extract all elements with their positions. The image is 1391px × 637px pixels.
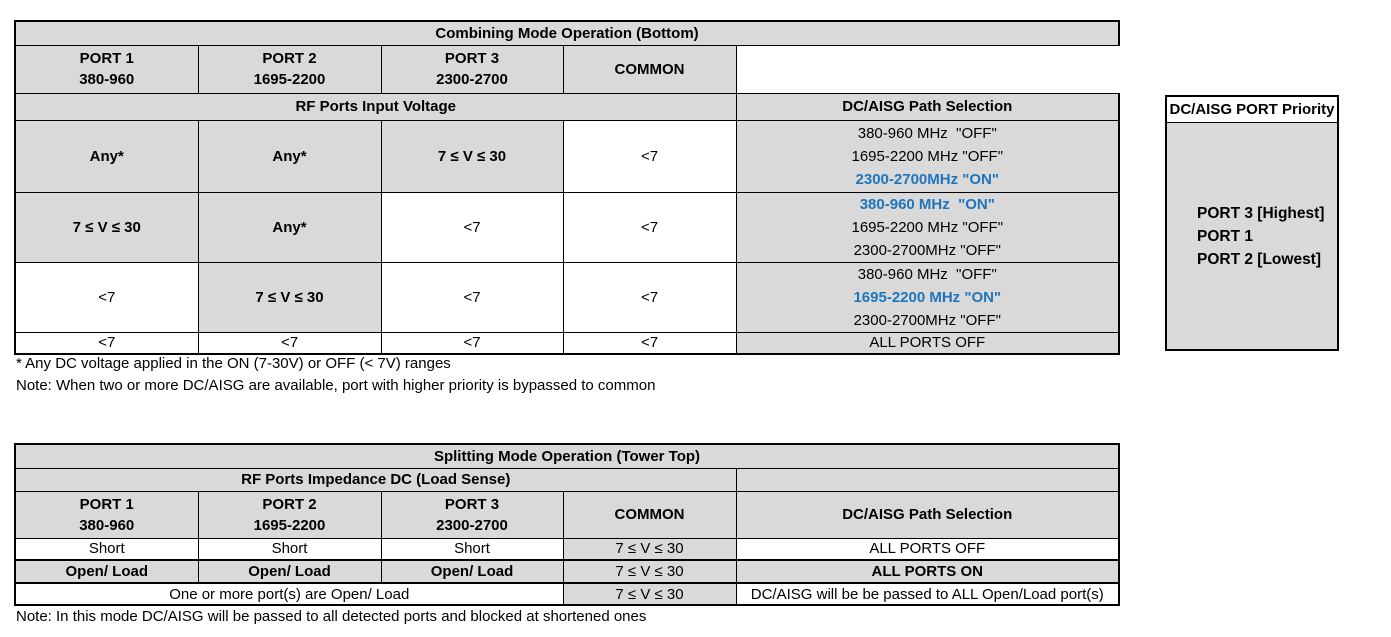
combining-r3-port3: <7: [381, 262, 563, 332]
splitting-r2-common: 7 ≤ V ≤ 30: [563, 560, 736, 583]
splitting-mode-table: [14, 443, 1120, 606]
combining-path-selection-header: DC/AISG Path Selection: [736, 93, 1119, 120]
combining-r4-port1: <7: [15, 332, 198, 354]
port3-name: PORT 3: [444, 50, 500, 67]
combining-r4-common: <7: [563, 332, 736, 354]
splitting-r3-common: 7 ≤ V ≤ 30: [563, 583, 736, 605]
splitting-port2-header: [198, 491, 381, 538]
path-line-2300-off: 2300-2700MHz "OFF": [853, 311, 1001, 329]
port2-name: PORT 2: [262, 495, 317, 513]
port2-range: 1695-2200: [253, 71, 326, 88]
combining-r1-port2: Any*: [198, 120, 381, 192]
port-priority-table: [1165, 95, 1339, 351]
splitting-port3-header: [381, 491, 563, 538]
combining-r3-common: <7: [563, 262, 736, 332]
port1-name: PORT 1: [79, 50, 134, 67]
combining-r2-path: [736, 192, 1119, 262]
splitting-r1-port3: Short: [381, 538, 563, 560]
splitting-table-title: Splitting Mode Operation (Tower Top): [15, 444, 1119, 468]
path-line-1695-off: 1695-2200 MHz "OFF": [851, 147, 1004, 165]
combining-r1-port1: Any*: [15, 120, 198, 192]
port3-range: 2300-2700: [436, 516, 508, 534]
port-priority-title: DC/AISG PORT Priority: [1167, 97, 1337, 123]
port-priority-body: [1167, 123, 1337, 349]
splitting-r3-span: One or more port(s) are Open/ Load: [15, 583, 563, 605]
path-line-380-off: 380-960 MHz "OFF": [857, 265, 997, 283]
combining-footnote: * Any DC voltage applied in the ON (7-30V) or OFF (< 7V) ranges: [16, 355, 451, 372]
combining-r3-port1: <7: [15, 262, 198, 332]
impedance-header: RF Ports Impedance DC (Load Sense): [15, 468, 736, 491]
combining-port3-header: [381, 45, 563, 93]
port2-range: 1695-2200: [253, 516, 326, 534]
splitting-r3-path: DC/AISG will be be passed to ALL Open/Load port(s): [736, 583, 1119, 605]
path-line-1695-on: 1695-2200 MHz "ON": [853, 288, 1002, 306]
combining-r1-path: [736, 120, 1119, 192]
combining-mode-table: [14, 20, 1120, 355]
path-line-2300-on: 2300-2700MHz "ON": [855, 170, 999, 188]
port2-name: PORT 2: [262, 50, 317, 67]
combining-r3-path: [736, 262, 1119, 332]
splitting-port1-header: [15, 491, 198, 538]
splitting-r2-port1: Open/ Load: [15, 560, 198, 583]
path-line-2300-off: 2300-2700MHz "OFF": [853, 241, 1001, 259]
empty-header-cell: [736, 45, 1119, 93]
combining-table-title: Combining Mode Operation (Bottom): [15, 21, 1119, 45]
combining-r1-port3: 7 ≤ V ≤ 30: [381, 120, 563, 192]
splitting-r2-port3: Open/ Load: [381, 560, 563, 583]
port1-name: PORT 1: [79, 495, 134, 513]
priority-item-port3: PORT 3 [Highest]: [1197, 204, 1325, 222]
rf-ports-input-voltage-header: RF Ports Input Voltage: [15, 93, 736, 120]
port3-name: PORT 3: [444, 495, 500, 513]
combining-r1-common: <7: [563, 120, 736, 192]
port1-range: 380-960: [79, 516, 135, 534]
splitting-r1-common: 7 ≤ V ≤ 30: [563, 538, 736, 560]
port3-range: 2300-2700: [436, 71, 508, 88]
path-line-380-on: 380-960 MHz "ON": [859, 195, 995, 213]
empty-gray-cell: [736, 468, 1119, 491]
splitting-r2-port2: Open/ Load: [198, 560, 381, 583]
combining-note: Note: When two or more DC/AISG are available, port with higher priority is bypassed to common: [16, 377, 656, 394]
combining-port2-header: [198, 45, 381, 93]
splitting-r1-path: ALL PORTS OFF: [736, 538, 1119, 560]
combining-r4-port3: <7: [381, 332, 563, 354]
combining-r2-port1: 7 ≤ V ≤ 30: [15, 192, 198, 262]
port1-range: 380-960: [79, 71, 135, 88]
splitting-r2-path: ALL PORTS ON: [736, 560, 1119, 583]
splitting-note: Note: In this mode DC/AISG will be passed to all detected ports and blocked at shortened ones: [16, 608, 647, 625]
combining-r2-port3: <7: [381, 192, 563, 262]
path-line-1695-off: 1695-2200 MHz "OFF": [851, 218, 1004, 236]
splitting-r1-port1: Short: [15, 538, 198, 560]
priority-item-port2: PORT 2 [Lowest]: [1197, 250, 1322, 268]
combining-r2-common: <7: [563, 192, 736, 262]
splitting-path-selection-header: DC/AISG Path Selection: [736, 491, 1119, 538]
combining-common-header: COMMON: [563, 45, 736, 93]
splitting-common-header: COMMON: [563, 491, 736, 538]
combining-r3-port2: 7 ≤ V ≤ 30: [198, 262, 381, 332]
combining-r4-path: ALL PORTS OFF: [736, 332, 1119, 354]
path-line-380-off: 380-960 MHz "OFF": [857, 124, 997, 142]
combining-r4-port2: <7: [198, 332, 381, 354]
priority-item-port1: PORT 1: [1197, 227, 1253, 245]
splitting-r1-port2: Short: [198, 538, 381, 560]
combining-r2-port2: Any*: [198, 192, 381, 262]
combining-port1-header: [15, 45, 198, 93]
